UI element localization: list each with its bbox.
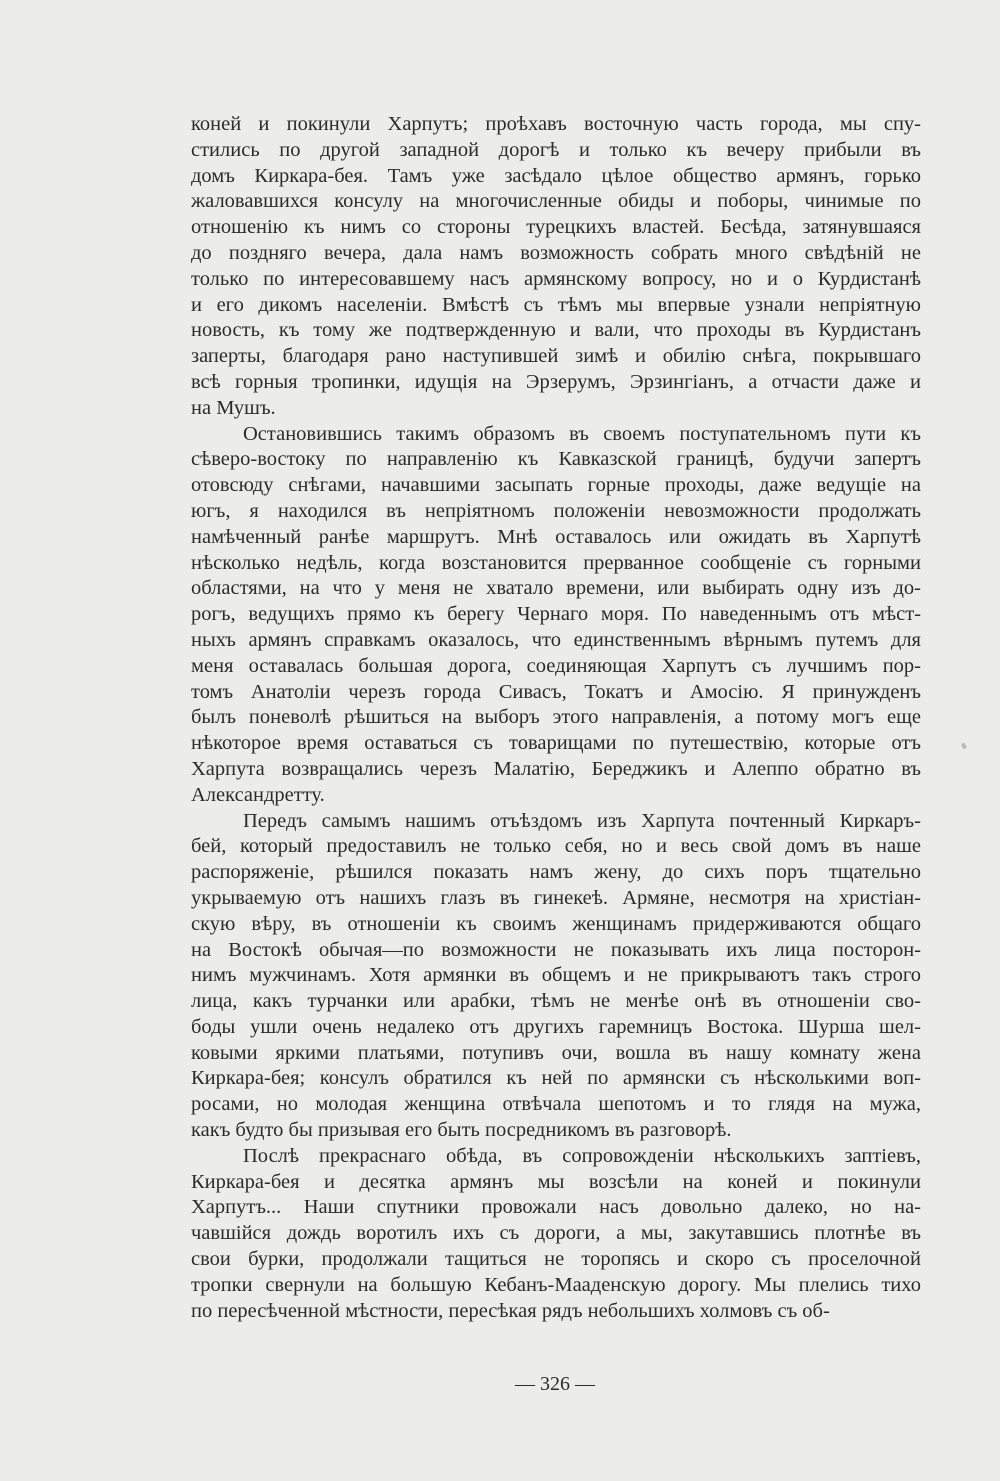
text-line: тропки свернули на большую Кебанъ-Мааденскую дорогу. Мы плелись тихо [191,1273,921,1296]
text-line: меня оставалась большая дорога, соединяющая Харпутъ съ лучшимъ пор- [191,654,921,677]
text-line: областями, на что у меня не хватало времени, или выбирать одну изъ до- [191,577,921,600]
text-line: былъ поневолѣ рѣшиться на выборъ этого направленія, а потому могъ еще [191,706,921,729]
text-line: боды ушли очень недалеко отъ другихъ гаремницъ Востока. Шурша шел- [191,1015,921,1038]
paragraph [191,112,921,422]
text-line: ковыми яркими платьями, потупивъ очи, вошла въ нашу комнату жена [191,1041,921,1064]
text-line: на Востокѣ обычая—по возможности не показывать ихъ лица посторон- [191,938,921,961]
body-text [191,112,921,1324]
paper-speck [961,742,967,749]
text-line: жаловавшихся консулу на многочисленные обиды и поборы, чинимые по [191,190,921,213]
text-line: Киркара-бея и десятка армянъ мы возсѣли на коней и покинули [191,1170,921,1193]
text-line: до поздняго вечера, дала намъ возможность собрать много свѣдѣній не [191,241,921,264]
text-line: скую вѣру, въ отношеніи къ своимъ женщинамъ придерживаются общаго [191,912,921,935]
text-line: Харпутъ... Наши спутники провожали насъ довольно далеко, но на- [191,1196,921,1219]
text-line: нѣсколько недѣль, когда возстановится прерванное сообщеніе съ горными [191,551,921,574]
text-line: только по интересовавшему насъ армянскому вопросу, но и о Курдистанѣ [191,267,921,290]
text-line: Остановившись такимъ образомъ въ своемъ поступательномъ пути къ [243,422,921,445]
paragraph [191,809,921,1144]
text-line: новость, къ тому же подтвержденную и вали, что проходы въ Курдистанъ [191,319,921,342]
text-line: нѣкоторое время оставаться съ товарищами по путешествію, которые отъ [191,732,921,755]
text-line: всѣ горныя тропинки, идущія на Эрзерумъ, Эрзингіанъ, а отчасти даже и [191,370,921,393]
text-line: на Мушъ. [191,396,276,419]
text-line: намѣченный ранѣе маршрутъ. Мнѣ оставалось или ожидать въ Харпутѣ [191,525,921,548]
text-line: томъ Анатоліи черезъ города Сивасъ, Токатъ и Амосію. Я принужденъ [191,680,921,703]
text-line: какъ будто бы призывая его быть посредникомъ въ разговорѣ. [191,1119,732,1142]
text-line: чавшійся дождь воротилъ ихъ съ дороги, а мы, закутавшись плотнѣе въ [191,1222,921,1245]
text-line: рогъ, ведущихъ прямо къ берегу Чернаго моря. По наведеннымъ отъ мѣст- [191,603,921,626]
text-line: Послѣ прекраснаго обѣда, въ сопровожденіи нѣсколькихъ заптіевъ, [243,1144,921,1167]
paragraph [191,1144,921,1325]
text-line: укрываемую отъ нашихъ глазъ въ гинекеѣ. Армяне, несмотря на христіан- [191,886,921,909]
text-line: Александретту. [191,783,325,806]
text-line: распоряженіе, рѣшился показать намъ жену, до сихъ поръ тщательно [191,861,921,884]
paragraph [191,422,921,809]
text-line: сѣверо-востоку по направленію къ Кавказской границѣ, будучи запертъ [191,448,921,471]
page-number: — 326 — [515,1373,595,1395]
text-line: стились по другой западной дорогѣ и только къ вечеру прибыли въ [191,138,921,161]
text-line: Передъ самымъ нашимъ отъѣздомъ изъ Харпута почтенный Киркаръ- [243,809,921,832]
text-line: по пересѣченной мѣстности, пересѣкая рядъ небольшихъ холмовъ съ об- [191,1299,830,1322]
text-line: и его дикомъ населеніи. Вмѣстѣ съ тѣмъ мы впервые узнали непріятную [191,293,921,316]
text-line: югъ, я находился въ непріятномъ положеніи невозможности продолжать [191,499,921,522]
text-line: лица, какъ турчанки или арабки, тѣмъ не менѣе онѣ въ отношеніи сво- [191,990,921,1013]
text-line: росами, но молодая женщина отвѣчала шепотомъ и то глядя на мужа, [191,1093,921,1116]
text-line: домъ Киркара-бея. Тамъ уже засѣдало цѣлое общество армянъ, горько [191,164,921,187]
text-line: Киркара-бея; консулъ обратился къ ней по армянски съ нѣсколькими воп- [191,1067,921,1090]
text-line: коней и покинули Харпутъ; проѣхавъ восточную часть города, мы спу- [191,113,921,135]
text-line: нимъ мужчинамъ. Хотя армянки въ общемъ и не прикрываютъ такъ строго [191,964,921,987]
text-line: отношенію къ нимъ со стороны турецкихъ властей. Бесѣда, затянувшаяся [191,216,921,239]
text-line: ныхъ армянъ справкамъ оказалось, что единственнымъ вѣрнымъ путемъ для [191,628,921,651]
text-line: бей, который предоставилъ не только себя, но и весь свой домъ въ наше [191,835,921,858]
text-line: заперты, благодаря рано наступившей зимѣ и обилію снѣга, покрывшаго [191,345,921,368]
text-line: свои бурки, продолжали тащиться не торопясь и скоро съ проселочной [191,1248,921,1271]
text-line: Харпута возвращались черезъ Малатію, Береджикъ и Алеппо обратно въ [191,757,921,780]
text-line: отовсюду снѣгами, начавшими засыпать горные проходы, даже ведущіе на [191,474,921,497]
